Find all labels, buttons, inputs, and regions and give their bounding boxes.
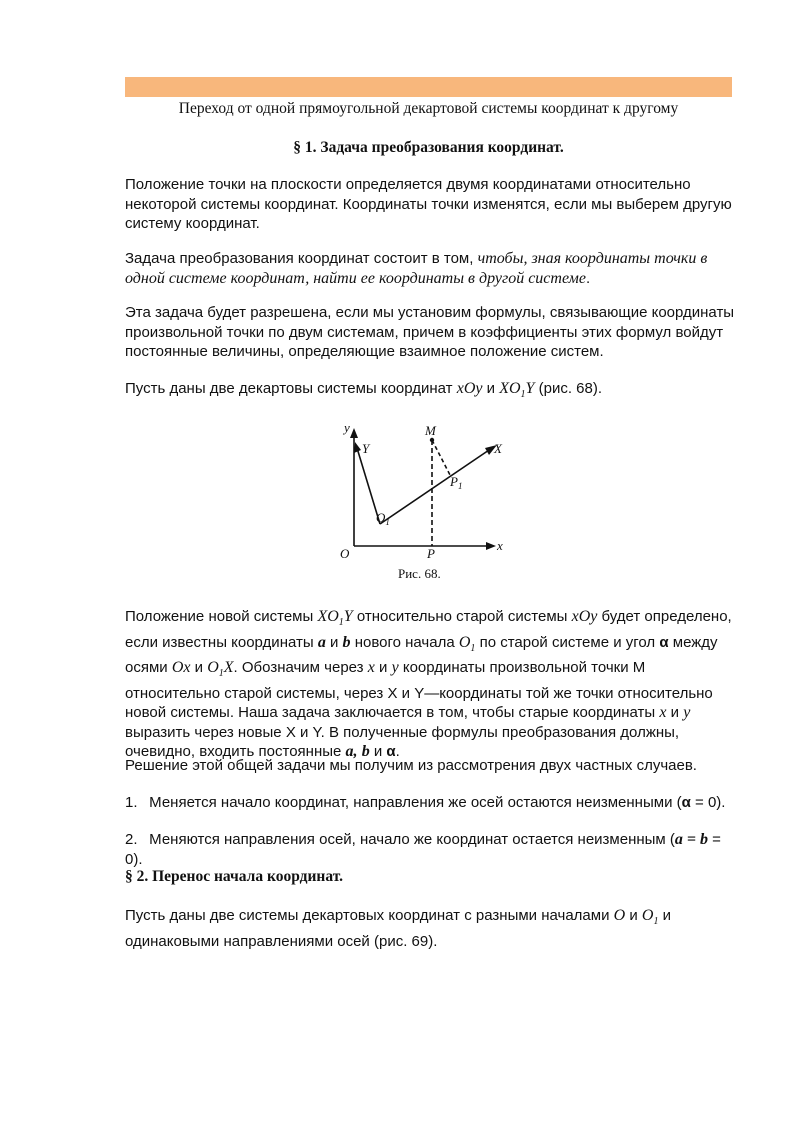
section-2-heading: § 2. Перенос начала координат. (125, 868, 344, 885)
document-title: Переход от одной прямоугольной декартовой системы координат к другому (178, 100, 679, 117)
label-M: M (425, 423, 436, 438)
list-item-2: 2. Меняются направления осей, начало же координат остается неизменным (a = b = 0). (125, 831, 721, 868)
figure-68 (330, 418, 516, 588)
label-P: P (427, 546, 435, 561)
label-O1: $O_1$ (376, 510, 390, 527)
paragraph-shift-origin: Пусть даны две системы декартовых координат с разными началами O и $O_1$ и одинаковыми направлениями осей (рис. 69). (125, 907, 672, 950)
paragraph-systems: Пусть даны две декартовы системы координат xOy и $XO_1Y$ (рис. 68). (125, 380, 603, 400)
paragraph-formulas: Эта задача будет разрешена, если мы установим формулы, связывающие координаты произвольной точки по двум системам, причем в коэффициенты этих формул войдут постоянные величины, определяющие взаимное положение систем. (125, 304, 735, 360)
paragraph-new-system: Положение новой системы $XO_1Y$ относительно старой системы xOy будет определено, если известны координаты a и b нового начала $O_1$ по старой системе и угол α между осями Ox и $O_1X$. Обозначим через x и y координаты произвольной точки М относительно старой системы, через X и Y—координаты той же точки относительно новой системы. Наша задача заключается в том, чтобы старые координаты x и y выразить через новые X и Y. В полученные формулы преобразования должны, очевидно, входить постоянные a, b и α. (125, 608, 732, 760)
header-highlight-band (125, 77, 732, 97)
label-X: X (494, 441, 502, 456)
paragraph-intro: Положение точки на плоскости определяется двумя координатами относительно некоторой системы координат. Координаты точки изменятся, если мы выберем другую систему координат. (125, 176, 732, 232)
label-x: x (497, 538, 503, 553)
paragraph-cases: Решение этой общей задачи мы получим из рассмотрения двух частных случаев. (125, 757, 697, 774)
label-y: y (344, 420, 350, 435)
figure-caption: Рис. 68. (398, 566, 441, 581)
label-O: O (340, 546, 350, 561)
label-P1: $P_1$ (450, 474, 463, 491)
label-Y: Y (362, 441, 370, 456)
section-1-heading: § 1. Задача преобразования координат. (293, 139, 564, 156)
list-item-1: 1. Меняется начало координат, направления же осей остаются неизменными (α = 0). (125, 794, 726, 811)
paragraph-task: Задача преобразования координат состоит в том, чтобы, зная координаты точки в одной системе координат, найти ее координаты в другой системе. (125, 250, 708, 287)
